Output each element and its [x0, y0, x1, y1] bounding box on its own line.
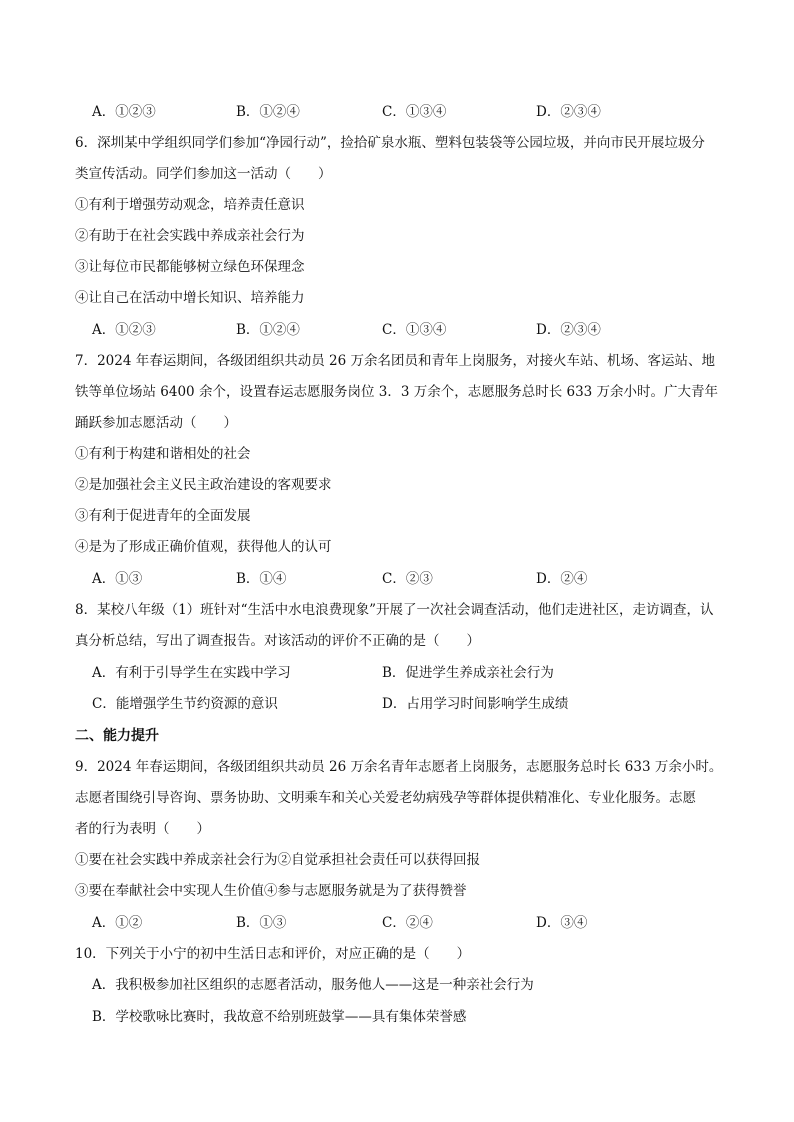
q5-option-a: A．①②③: [92, 104, 156, 120]
q7-item-4: ④是为了形成正确价值观，获得他人的认可: [75, 539, 332, 555]
q6-option-a: A．①②③: [92, 322, 156, 338]
q7-item-1: ①有利于构建和谐相处的社会: [75, 446, 251, 462]
q7-stem-line-2: 铁等单位场站 6400 余个，设置春运志愿服务岗位 3．3 万余个，志愿服务总时长 633 万余小时。广大青年: [75, 384, 719, 400]
q6-item-2: ②有助于在社会实践中养成亲社会行为: [75, 228, 305, 244]
q9-option-a: A．①②: [92, 915, 143, 931]
q9-item-row-1: ①要在社会实践中养成亲社会行为②自觉承担社会责任可以获得回报: [75, 852, 480, 868]
q10-stem-line-1: 10．下列关于小宁的初中生活日志和评价，对应正确的是（ ）: [75, 946, 471, 962]
q9-stem-line-3: 者的行为表明（ ）: [75, 821, 210, 837]
q6-stem-line-2: 类宣传活动。同学们参加这一活动（ ）: [75, 166, 332, 182]
q9-option-d: D．③④: [536, 915, 588, 931]
q10-option-a: A．我积极参加社区组织的志愿者活动，服务他人——这是一种亲社会行为: [92, 977, 534, 993]
q7-stem-line-1: 7．2024 年春运期间，各级团组织共动员 26 万余名团员和青年上岗服务，对接火车站、机场、客运站、地: [75, 353, 715, 369]
q7-item-3: ③有利于促进青年的全面发展: [75, 508, 251, 524]
q5-option-d: D．②③④: [536, 104, 601, 120]
q10-option-b: B．学校歌咏比赛时，我故意不给别班鼓掌——具有集体荣誉感: [92, 1009, 467, 1025]
q6-item-3: ③让每位市民都能够树立绿色环保理念: [75, 259, 305, 275]
q5-option-c: C．①③④: [382, 104, 447, 120]
q7-option-a: A．①③: [92, 571, 143, 587]
q6-option-b: B．①②④: [236, 322, 300, 338]
q8-option-c: C．能增强学生节约资源的意识: [92, 696, 278, 712]
q8-option-d: D．占用学习时间影响学生成绩: [382, 696, 569, 712]
q7-option-c: C．②③: [382, 571, 433, 587]
q6-option-c: C．①③④: [382, 322, 447, 338]
q5-option-b: B．①②④: [236, 104, 300, 120]
q6-option-d: D．②③④: [536, 322, 601, 338]
q6-stem-line-1: 6．深圳某中学组织同学们参加“净园行动”，捡拾矿泉水瓶、塑料包装袋等公园垃圾，并向市民开展垃圾分: [75, 135, 705, 151]
section-heading: 二、能力提升: [75, 728, 159, 744]
q8-stem-line-1: 8．某校八年级（1）班针对“生活中水电浪费现象”开展了一次社会调查活动，他们走进社区，走访调查，认: [75, 602, 714, 618]
q8-option-b: B．促进学生养成亲社会行为: [382, 665, 554, 681]
q9-stem-line-2: 志愿者围绕引导咨询、票务协助、文明乘车和关心关爱老幼病残孕等群体提供精准化、专业化服务。志愿: [75, 790, 696, 806]
q7-option-b: B．①④: [236, 571, 287, 587]
q7-stem-line-3: 踊跃参加志愿活动（ ）: [75, 415, 237, 431]
q7-option-d: D．②④: [536, 571, 588, 587]
q6-item-4: ④让自己在活动中增长知识、培养能力: [75, 290, 305, 306]
q8-stem-line-2: 真分析总结，写出了调查报告。对该活动的评价不正确的是（ ）: [75, 633, 480, 649]
q7-item-2: ②是加强社会主义民主政治建设的客观要求: [75, 477, 332, 493]
q6-item-1: ①有利于增强劳动观念，培养责任意识: [75, 197, 305, 213]
q9-option-b: B．①③: [236, 915, 287, 931]
q9-stem-line-1: 9．2024 年春运期间，各级团组织共动员 26 万余名青年志愿者上岗服务，志愿服务总时长 633 万余小时。: [75, 759, 723, 775]
q9-option-c: C．②④: [382, 915, 433, 931]
q8-option-a: A．有利于引导学生在实践中学习: [92, 665, 291, 681]
q9-item-row-2: ③要在奉献社会中实现人生价值④参与志愿服务就是为了获得赞誉: [75, 883, 467, 899]
